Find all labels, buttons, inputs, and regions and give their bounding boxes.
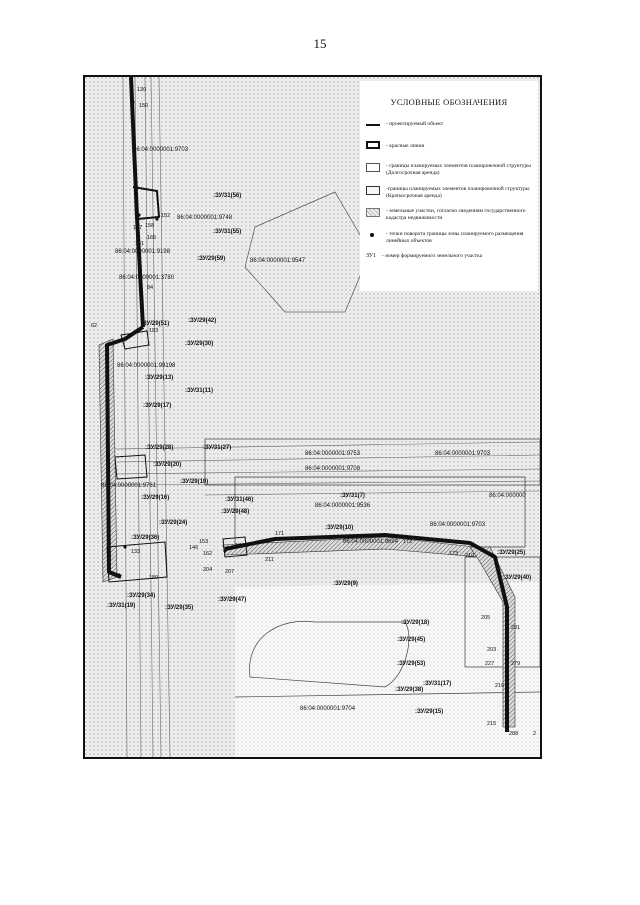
cadastral-label: 86:04:0000001:9536 (315, 503, 371, 509)
cadastral-label: 86:04:0000001:9703 (430, 522, 486, 528)
plot-label: :ЗУ/31(56) (213, 193, 242, 199)
legend-title: УСЛОВНЫЕ ОБОЗНАЧЕНИЯ (390, 97, 508, 107)
point-label: 161 (135, 241, 145, 247)
legend-item-text: -границы планируемых элементов планировочной структуры (Краткосрочная аренда) (386, 186, 530, 199)
plot-label: :ЗУ/29(48) (221, 509, 250, 515)
plot-label: :ЗУ/29(30) (185, 341, 214, 347)
plot-label: :ЗУ/29(13) (145, 375, 174, 381)
legend-item-text: - земельные участки, согласно сведениям государственного кадастра недвижимости (386, 208, 526, 221)
cadastral-label: 86:04:0000001:9703 (133, 147, 189, 153)
point-label: 203 (487, 647, 497, 653)
plot-label: :ЗУ/29(28) (145, 445, 174, 451)
land-plots-swatch-icon (366, 208, 380, 217)
point-label: 162 (203, 551, 213, 557)
point-label: 153 (199, 539, 209, 545)
plot-label: :ЗУ/29(9) (333, 581, 358, 587)
plot-label: :ЗУ/29(20) (153, 462, 182, 468)
plot-label: :ЗУ/29(15) (415, 709, 444, 715)
cadastral-label: 86:04:0000001:9694 (343, 539, 399, 545)
point-label: 227 (485, 661, 495, 667)
legend-item-text: - красные линии (386, 143, 425, 149)
point-label: 279 (511, 661, 521, 667)
projected-object-swatch-icon (366, 124, 380, 126)
plot-label: :ЗУ/31(55) (213, 229, 242, 235)
plot-label: :ЗУ/29(36) (131, 535, 160, 541)
cadastral-label: 86:04:0000001:9703 (435, 451, 491, 457)
point-label: 84 (147, 285, 154, 291)
point-label: 171 (275, 531, 285, 537)
point-label: 205 (481, 615, 491, 621)
plot-label: :ЗУ/31(11) (185, 388, 213, 394)
long-term-lease-swatch-icon (366, 163, 380, 172)
plot-label: :ЗУ/29(40) (503, 575, 532, 581)
point-label: 180 (149, 575, 159, 581)
plot-label: :ЗУ/31(7) (340, 493, 365, 499)
legend-item-text: - точки поворота границы зоны планируемого размещения линейных объектов (386, 231, 524, 244)
point-label: 281 (511, 625, 521, 631)
point-label: 183 (149, 328, 159, 334)
short-term-lease-swatch-icon (366, 186, 380, 195)
cadastral-label: 86:04:0000001:9708 (305, 466, 361, 472)
plot-label: :ЗУ/29(51) (141, 321, 170, 327)
point-label: 157 (133, 225, 143, 231)
plot-label: :ЗУ/29(35) (165, 605, 194, 611)
plot-label: :ЗУ/29(16) (141, 495, 170, 501)
page-number: 15 (313, 36, 327, 51)
cadastral-label: 86:04:000000 (489, 493, 526, 499)
plot-label: :ЗУ/31(17) (423, 681, 452, 687)
point-label: 165 (147, 235, 157, 241)
plot-label: :ЗУ/31(46) (225, 497, 254, 503)
cadastral-label: 86:04:0000001:9547 (250, 258, 306, 264)
point-label: 204 (203, 567, 213, 573)
point-label: 158 (145, 223, 155, 229)
cadastral-label: 86:04:0000001:9704 (300, 706, 356, 712)
red-lines-swatch-icon (366, 141, 380, 149)
cadastral-label: 86:04:0000001:9753 (305, 451, 361, 457)
plot-label: :ЗУ/29(59) (197, 256, 226, 262)
plot-label: :ЗУ/29(18) (401, 620, 430, 626)
point-label: 207 (225, 569, 235, 575)
cadastral-label: 86:04:0000001:99198 (117, 363, 176, 369)
legend-item-text: - границы планируемых элементов планировочной структуры (Долгосрочная аренда) (386, 163, 531, 176)
turn-point-dot-icon (370, 233, 374, 237)
plot-label: :ЗУ/31(27) (203, 445, 232, 451)
point-label: 288 (509, 731, 519, 737)
point-label: 174 (235, 543, 245, 549)
legend-item-text: - номер формируемого земельного участка (382, 253, 483, 259)
cadastral-label: 86:04:0000001:3780 (119, 275, 175, 281)
plot-label: :ЗУ/29(34) (127, 593, 156, 599)
point-label: 2 (533, 731, 537, 737)
zu-label: ЗУ1 (366, 253, 377, 259)
point-label: 152 (161, 213, 171, 219)
cadastral-label: 86:04:0000001:9198 (115, 249, 171, 255)
point-label: 150 (139, 103, 149, 109)
point-label: 130 (137, 87, 147, 93)
point-label: 172 (403, 539, 413, 545)
map-legend (360, 81, 538, 291)
point-label: 210 (465, 553, 475, 559)
plot-label: :ЗУ/29(17) (143, 403, 172, 409)
plot-label: :ЗУ/29(38) (395, 687, 424, 693)
point-label: 133 (131, 549, 141, 555)
plot-label: :ЗУ/29(45) (397, 637, 426, 643)
cadastral-label: 86:04:0000001:9761 (101, 483, 157, 489)
plot-label: :ЗУ/29(47) (218, 597, 247, 603)
point-label: 215 (487, 721, 497, 727)
point-label: 216 (495, 683, 505, 689)
plot-label: :ЗУ/29(42) (188, 318, 217, 324)
cadastral-label: 86:04:0000001:9748 (177, 215, 233, 221)
white-area (235, 582, 540, 757)
plot-label: :ЗУ/29(25) (497, 550, 526, 556)
plot-label: :ЗУ/29(24) (159, 520, 188, 526)
plot-label: :ЗУ/31(19) (107, 603, 136, 609)
point-label: 211 (265, 557, 274, 563)
plot-label: :ЗУ/29(10) (325, 525, 354, 531)
plot-label: :ЗУ/29(19) (180, 479, 209, 485)
legend-item-text: - проектируемый объект (386, 121, 444, 127)
point-label: 62 (91, 323, 98, 329)
point-label: 173 (449, 551, 459, 557)
plot-label: :ЗУ/29(53) (397, 661, 426, 667)
point-label: 146 (189, 545, 199, 551)
